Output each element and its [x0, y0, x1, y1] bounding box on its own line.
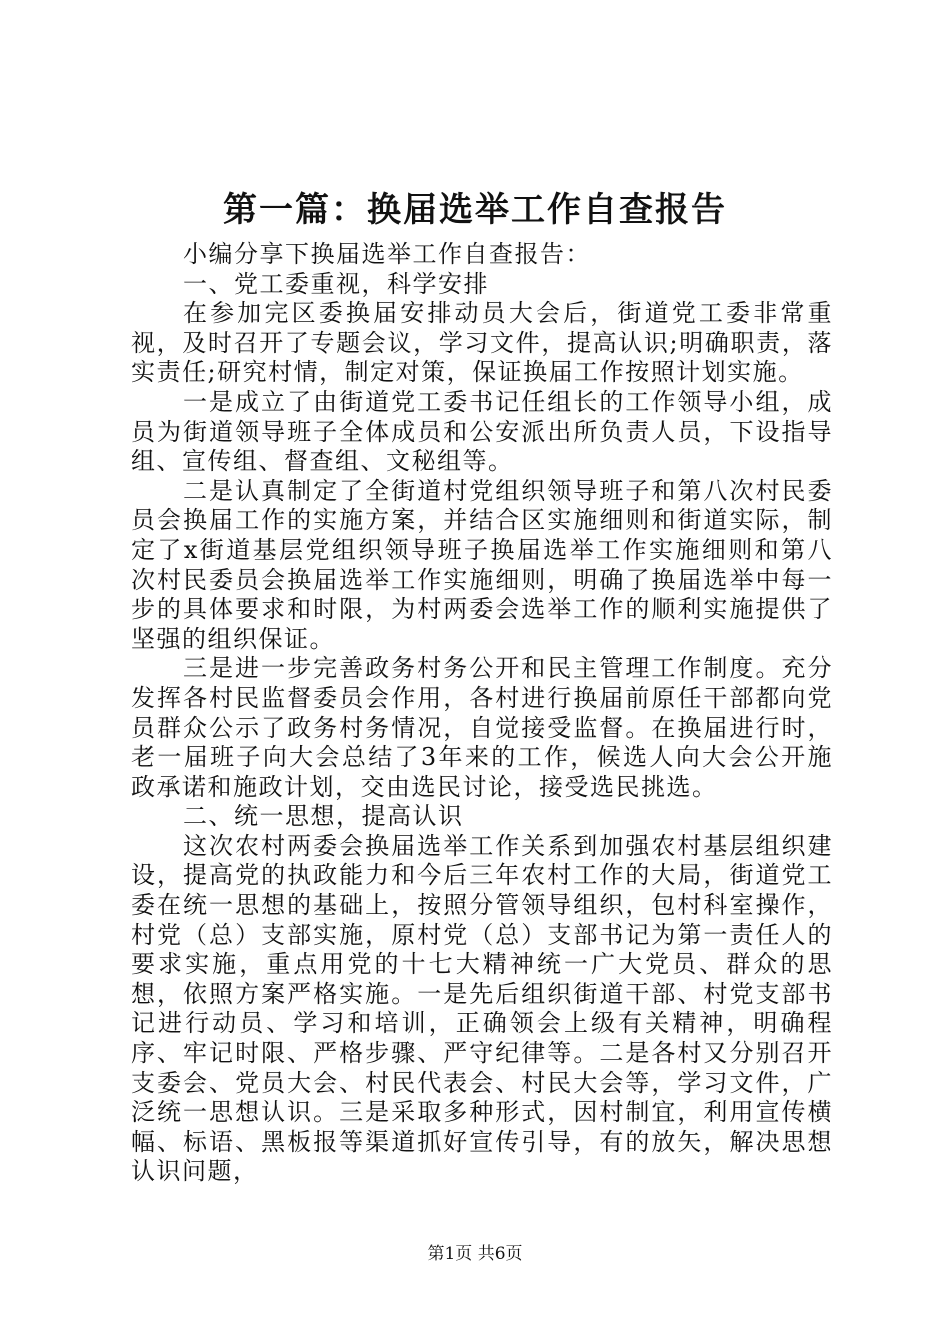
- section-heading-2: 二、统一思想，提高认识: [183, 802, 464, 831]
- paragraph-intro: 小编分享下换届选举工作自查报告：: [183, 240, 591, 268]
- paragraph: 三是进一步完善政务村务公开和民主管理工作制度。充分发挥各村民监督委员会作用，各村进行换届前原任干部都向党员群众公示了政务村务情况，自觉接受监督。在换届进行时，老一届班子向大会总结了3年来的工作，候选人向大会公开施政承诺和施政计划，交由选民讨论，接受选民挑选。: [131, 654, 833, 801]
- paragraph: 在参加完区委换届安排动员大会后，街道党工委非常重视，及时召开了专题会议，学习文件，提高认识;明确职责，落实责任;研究村情，制定对策，保证换届工作按照计划实施。: [131, 299, 833, 387]
- page-footer: 第1页 共6页: [427, 1244, 523, 1264]
- section-heading-1: 一、党工委重视，科学安排: [183, 269, 489, 298]
- document-body: [131, 240, 833, 1187]
- document-title: 第一篇：换届选举工作自查报告: [223, 190, 727, 230]
- paragraph: 这次农村两委会换届选举工作关系到加强农村基层组织建设，提高党的执政能力和今后三年农村工作的大局，街道党工委在统一思想的基础上，按照分管领导组织，包村科室操作，村党（总）支部实施，原村党（总）支部书记为第一责任人的要求实施，重点用党的十七大精神统一广大党员、群众的思想，依照方案严格实施。一是先后组织街道干部、村党支部书记进行动员、学习和培训，正确领会上级有关精神，明确程序、牢记时限、严格步骤、严守纪律等。二是各村又分别召开支委会、党员大会、村民代表会、村民大会等，学习文件，广泛统一思想认识。三是采取多种形式，因村制宜，利用宣传横幅、标语、黑板报等渠道抓好宣传引导，有的放矢，解决思想认识问题，: [131, 831, 833, 1186]
- paragraph: 二是认真制定了全街道村党组织领导班子和第八次村民委员会换届工作的实施方案，并结合区实施细则和街道实际，制定了x街道基层党组织领导班子换届选举工作实施细则和第八次村民委员会换届选举工作实施细则，明确了换届选举中每一步的具体要求和时限，为村两委会选举工作的顺利实施提供了坚强的组织保证。: [131, 476, 833, 653]
- paragraph: 一是成立了由街道党工委书记任组长的工作领导小组，成员为街道领导班子全体成员和公安派出所负责人员，下设指导组、宣传组、督查组、文秘组等。: [131, 387, 833, 476]
